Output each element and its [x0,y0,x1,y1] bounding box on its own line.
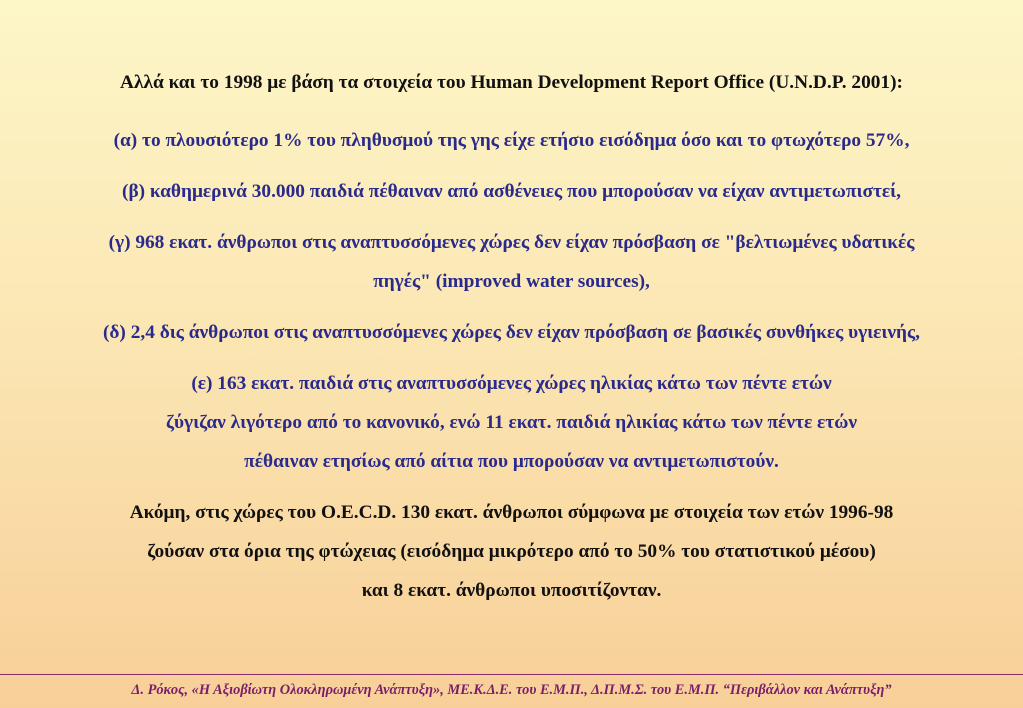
oecd-line2: ζούσαν στα όρια της φτώχειας (εισόδημα μικρότερο από το 50% του στατιστικού μέσου) [147,541,876,562]
list-item-e-line2: ζύγιζαν λιγότερο από το κανονικό, ενώ 11 εκατ. παιδιά ηλικίας κάτω των πέντε ετών [166,412,857,433]
list-item-e-line3: πέθαιναν ετησίως από αίτια που μπορούσαν να αντιμετωπιστούν. [244,451,779,472]
intro-text: Αλλά και το 1998 με βάση τα στοιχεία του Human Development Report Office (U.N.D.P. 2001): [120,72,903,93]
list-item-c-line1: (γ) 968 εκατ. άνθρωποι στις αναπτυσσόμενες χώρες δεν είχαν πρόσβαση σε "βελτιωμένες υδατικές [108,232,915,253]
oecd-line1: Ακόμη, στις χώρες του O.E.C.D. 130 εκατ. άνθρωποι σύμφωνα με στοιχεία των ετών 1996-98 [129,502,894,523]
list-item-c-line2: πηγές" (improved water sources), [373,271,650,292]
list-item-d: (δ) 2,4 δις άνθρωποι στις αναπτυσσόμενες χώρες δεν είχαν πρόσβαση σε βασικές συνθήκες υγιεινής, [102,322,921,343]
footer-divider [0,674,1023,675]
list-item-b: (β) καθημερινά 30.000 παιδιά πέθαιναν από ασθένειες που μπορούσαν να είχαν αντιμετωπιστεί, [122,181,901,202]
list-item-e-line1: (ε) 163 εκατ. παιδιά στις αναπτυσσόμενες χώρες ηλικίας κάτω των πέντε ετών [191,373,832,394]
list-item-a: (α) το πλουσιότερο 1% του πληθυσμού της γης είχε ετήσιο εισόδημα όσο και το φτωχότερο 57%, [113,130,910,151]
oecd-line3: και 8 εκατ. άνθρωποι υποσιτίζονταν. [361,580,662,601]
footer-citation: Δ. Ρόκος, «Η Αξιοβίωτη Ολοκληρωμένη Ανάπτυξη», ΜΕ.Κ.Δ.Ε. του Ε.Μ.Π., Δ.Π.Μ.Σ. του Ε.Μ.Π. “Περιβάλλον και Ανάπτυξη” [131,682,892,698]
